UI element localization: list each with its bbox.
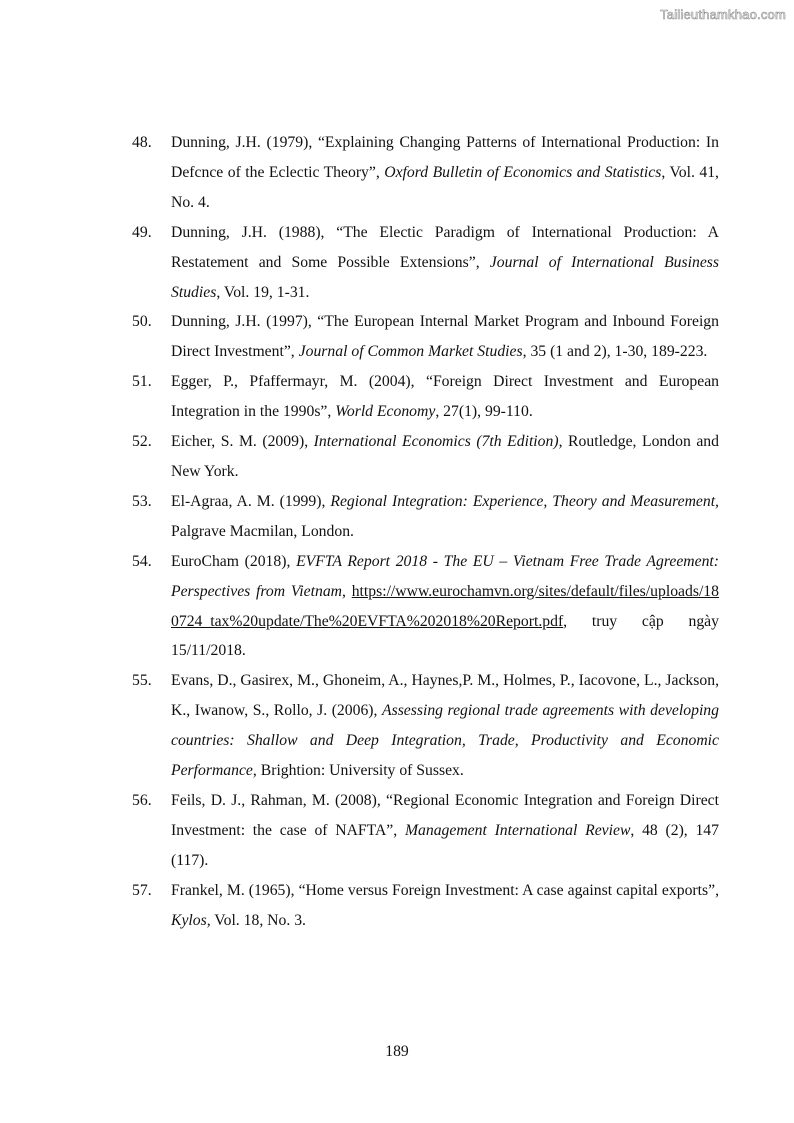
reference-details: Vol. 18, No. 3. xyxy=(210,911,306,929)
reference-source-title: International Economics (7th Edition), xyxy=(313,433,563,451)
reference-text xyxy=(171,876,719,936)
reference-authors-title: Dunning, J.H. (1997), “The European Internal Market Program and Inbound Foreign Direct Investment”, xyxy=(171,313,719,361)
reference-source-title: Regional Integration: Experience, Theory and Measurement, xyxy=(330,492,719,510)
reference-details: , Vol. 19, 1-31. xyxy=(216,283,310,301)
reference-item-57 xyxy=(132,876,719,936)
reference-text xyxy=(171,786,719,876)
reference-text xyxy=(171,666,719,786)
reference-number: 57. xyxy=(132,881,152,899)
watermark: Tailieuthamkhao.com xyxy=(660,7,786,22)
reference-authors-title: Dunning, J.H. (1979), “Explaining Changing Patterns of International Production: In Defcnce of the Eclectic Theory”, xyxy=(171,134,719,181)
reference-number: 56. xyxy=(132,791,152,809)
reference-source-title: Journal of International Business Studies xyxy=(171,253,719,301)
reference-details: , Brightion: University of Sussex. xyxy=(252,762,464,780)
reference-details: , 35 (1 and 2), 1-30, 189-223. xyxy=(522,343,708,361)
reference-text xyxy=(171,487,719,547)
reference-details: Routledge, London and New York. xyxy=(171,433,719,480)
reference-authors-title: Frankel, M. (1965), “Home versus Foreign Investment: A case against capital exports”, xyxy=(171,881,719,899)
reference-number: 52. xyxy=(132,433,152,451)
reference-authors-title: Feils, D. J., Rahman, M. (2008), “Regional Economic Integration and Foreign Direct Investment: the case of NAFTA”, xyxy=(171,791,719,839)
reference-text xyxy=(171,128,719,218)
reference-text xyxy=(171,367,719,427)
reference-text xyxy=(171,427,719,487)
reference-authors-title: EuroCham (2018), xyxy=(171,552,297,570)
reference-url-link[interactable]: https://www.eurochamvn.org/sites/default/files/uploads/180724_tax%20update/The%20EVFTA%202018%20Report.pdf xyxy=(171,582,719,630)
reference-source-title: Management International Review xyxy=(404,821,631,839)
reference-number: 54. xyxy=(132,552,152,570)
reference-details: , 27(1), 99-110. xyxy=(435,403,533,421)
reference-source-title: Oxford Bulletin of Economics and Statistics xyxy=(384,163,662,181)
reference-source-title: Kylos, xyxy=(171,911,211,929)
reference-source-title: Journal of Common Market Studies xyxy=(298,343,523,361)
reference-number: 51. xyxy=(132,373,152,391)
reference-item-54 xyxy=(132,547,719,667)
reference-number: 50. xyxy=(132,313,152,331)
reference-authors-title: Egger, P., Pfaffermayr, M. (2004), “Foreign Direct Investment and European Integration in the 1990s”, xyxy=(171,373,719,421)
reference-item-53 xyxy=(132,487,719,547)
page-number: 189 xyxy=(385,1043,409,1060)
reference-item-49 xyxy=(132,218,719,308)
reference-item-51 xyxy=(132,367,719,427)
reference-text xyxy=(171,218,719,308)
reference-text xyxy=(171,307,719,367)
reference-details: Palgrave Macmilan, London. xyxy=(171,522,354,540)
reference-authors-title: El-Agraa, A. M. (1999), xyxy=(171,492,331,510)
reference-number: 55. xyxy=(132,672,152,690)
reference-details: , xyxy=(342,582,346,600)
reference-number: 48. xyxy=(132,134,152,151)
reference-details: , Vol. 41, No. 4. xyxy=(171,163,719,211)
reference-access-date: , truy cập ngày 15/11/2018. xyxy=(171,612,719,660)
reference-item-48 xyxy=(132,128,719,218)
reference-source-title: EVFTA Report 2018 - The EU – Vietnam Free Trade Agreement: Perspectives from Vietnam xyxy=(171,552,719,600)
reference-source-title: World Economy xyxy=(335,403,436,421)
reference-item-55 xyxy=(132,666,719,786)
reference-item-56 xyxy=(132,786,719,876)
reference-item-50 xyxy=(132,307,719,367)
reference-source-title: Assessing regional trade agreements with developing countries: Shallow and Deep Integration, Trade, Productivity and Economic Performance xyxy=(171,702,719,780)
reference-number: 53. xyxy=(132,492,152,510)
reference-item-52 xyxy=(132,427,719,487)
reference-authors-title: Dunning, J.H. (1988), “The Electic Paradigm of International Production: A Restatement and Some Possible Extensions”, xyxy=(171,223,719,271)
reference-text xyxy=(171,547,719,667)
reference-list xyxy=(132,128,719,935)
reference-authors-title: Evans, D., Gasirex, M., Ghoneim, A., Haynes,P. M., Holmes, P., Iacovone, L., Jackson, K., Iwanow, S., Rollo, J. (2006), xyxy=(171,672,719,720)
reference-details: , 48 (2), 147 (117). xyxy=(171,821,719,869)
reference-number: 49. xyxy=(132,223,152,241)
reference-authors-title: Eicher, S. M. (2009), xyxy=(171,433,314,451)
